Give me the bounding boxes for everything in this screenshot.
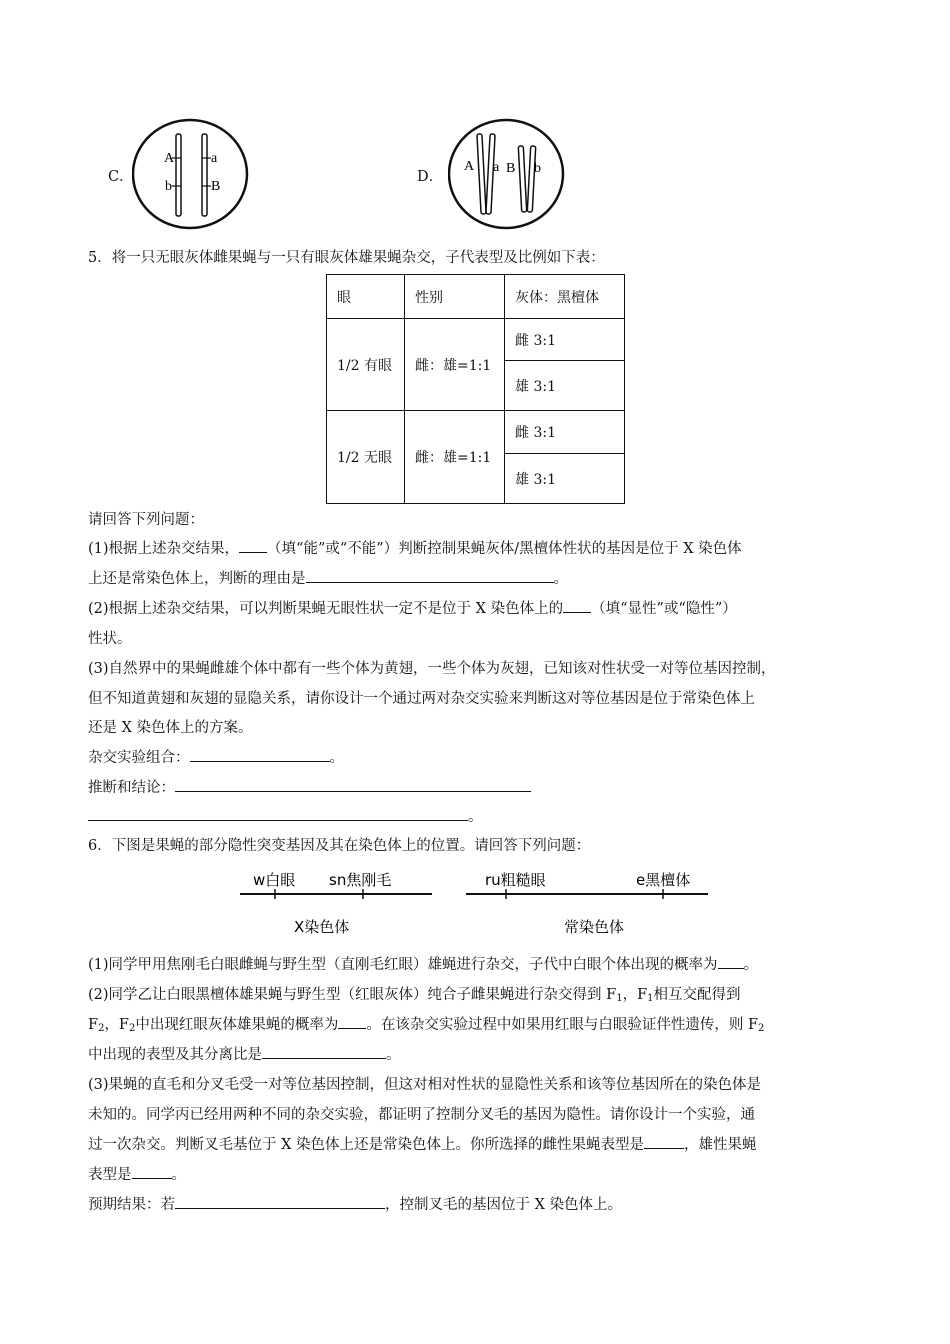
q5-part3-line2: 但不知道黄翅和灰翅的显隐关系，请你设计一个通过两对杂交实验来判断这对等位基因是位于常染色体上 xyxy=(88,691,755,707)
autosome-gene-label: ru粗糙眼 xyxy=(485,871,546,889)
x-chromosome-label: X染色体 xyxy=(294,918,350,936)
gene-label: a xyxy=(493,160,500,175)
gene-label: b xyxy=(165,179,172,194)
q5-cross-combination: 杂交实验组合： 。 xyxy=(88,746,344,767)
q5-results-table xyxy=(326,274,625,504)
autosome-gene-label: e黑檀体 xyxy=(636,871,691,889)
table-cell: 雌：雄=1:1 xyxy=(405,411,505,504)
table-cell: 雌 3:1 xyxy=(505,319,625,361)
answer-blank[interactable] xyxy=(718,954,744,969)
q5-conclusion-cont: 。 xyxy=(88,805,483,826)
answer-blank[interactable] xyxy=(338,1014,366,1029)
q6-part3-line3: 过一次杂交。判断叉毛基位于 X 染色体上还是常染色体上。你所选择的雌性果蝇表型是 ，雄性果蝇 xyxy=(88,1133,757,1154)
table-cell: 雌 3:1 xyxy=(505,411,625,454)
option-c-label: C． xyxy=(108,169,134,185)
q5-prompt: 请回答下列问题： xyxy=(88,512,204,528)
answer-blank[interactable] xyxy=(132,1164,172,1179)
table-header: 灰体：黑檀体 xyxy=(505,275,625,319)
table-header: 性别 xyxy=(405,275,505,319)
gene-label: B xyxy=(211,179,221,194)
table-cell: 雄 3:1 xyxy=(505,361,625,411)
gene-label: A xyxy=(164,151,175,166)
answer-blank[interactable] xyxy=(262,1044,386,1059)
x-gene-label: sn焦刚毛 xyxy=(329,871,392,889)
gene-label: b xyxy=(534,161,541,176)
option-d-chromosome-diagram xyxy=(448,118,568,230)
q5-conclusion: 推断和结论： xyxy=(88,776,531,797)
answer-blank[interactable] xyxy=(239,538,267,553)
q6-stem: 6．下图是果蝇的部分隐性突变基因及其在染色体上的位置。请回答下列问题： xyxy=(88,838,591,854)
q5-part1-line1: (1)根据上述杂交结果， （填“能”或“不能”）判断控制果蝇灰体/黑檀体性状的基因是位于 X 染色体 xyxy=(88,537,742,558)
gene-label: A xyxy=(464,159,475,174)
answer-blank[interactable] xyxy=(190,747,330,762)
x-gene-label: w白眼 xyxy=(253,871,296,889)
answer-blank[interactable] xyxy=(563,598,591,613)
q5-part1-line2: 上还是常染色体上，判断的理由是 。 xyxy=(88,567,568,588)
gene-label: a xyxy=(211,151,218,166)
gene-label: B xyxy=(506,161,516,176)
q5-part2-line2: 性状。 xyxy=(88,631,132,647)
q6-part2-line1: (2)同学乙让白眼黑檀体雄果蝇与野生型（红眼灰体）纯合子雌果蝇进行杂交得到 $F_1$，$F_1$相互交配得到 xyxy=(88,987,741,1004)
table-cell: 雌：雄=1:1 xyxy=(405,319,505,411)
q5-part3-line1: (3)自然界中的果蝇雌雄个体中都有一些个体为黄翅，一些个体为灰翅，已知该对性状受一对等位基因控制， xyxy=(88,661,776,677)
table-cell: 1/2 有眼 xyxy=(327,319,405,411)
q5-stem: 5．将一只无眼灰体雌果蝇与一只有眼灰体雄果蝇杂交，子代表型及比例如下表： xyxy=(88,250,605,266)
option-c-chromosome-diagram xyxy=(132,118,252,230)
q6-part3-line2: 未知的。同学丙已经用两种不同的杂交实验，都证明了控制分叉毛的基因为隐性。请你设计一个实验，通 xyxy=(88,1107,755,1123)
answer-blank[interactable] xyxy=(644,1134,684,1149)
autosome-label: 常染色体 xyxy=(564,918,625,936)
q6-expected-result: 预期结果：若 ，控制叉毛的基因位于 X 染色体上。 xyxy=(88,1193,622,1214)
q6-part2-line3: 中出现的表型及其分离比是 。 xyxy=(88,1043,401,1064)
table-cell: 1/2 无眼 xyxy=(327,411,405,504)
q6-part3-line1: (3)果蝇的直毛和分叉毛受一对等位基因控制，但这对相对性状的显隐性关系和该等位基因所在的染色体是 xyxy=(88,1077,762,1093)
answer-blank[interactable] xyxy=(306,568,554,583)
q6-part1: (1)同学甲用焦刚毛白眼雌蝇与野生型（直刚毛红眼）雄蝇进行杂交，子代中白眼个体出现的概率为 。 xyxy=(88,953,758,974)
table-cell: 雄 3:1 xyxy=(505,454,625,504)
q5-part3-line3: 还是 X 染色体上的方案。 xyxy=(88,720,253,736)
table-header: 眼 xyxy=(327,275,405,319)
q6-part2-line2: $F_2$，$F_2$中出现红眼灰体雄果蝇的概率为 。在该杂交实验过程中如果用红眼与白眼验证伴性遗传，则 $F_2$ xyxy=(88,1013,764,1034)
q6-part3-line4: 表型是 。 xyxy=(88,1163,186,1184)
answer-blank[interactable] xyxy=(175,1194,385,1209)
answer-blank[interactable] xyxy=(88,806,468,821)
answer-blank[interactable] xyxy=(175,777,531,792)
q6-gene-position-figure xyxy=(230,862,720,942)
option-d-label: D． xyxy=(417,169,444,185)
q5-part2-line1: (2)根据上述杂交结果，可以判断果蝇无眼性状一定不是位于 X 染色体上的 （填“显性”或“隐性”） xyxy=(88,597,737,618)
